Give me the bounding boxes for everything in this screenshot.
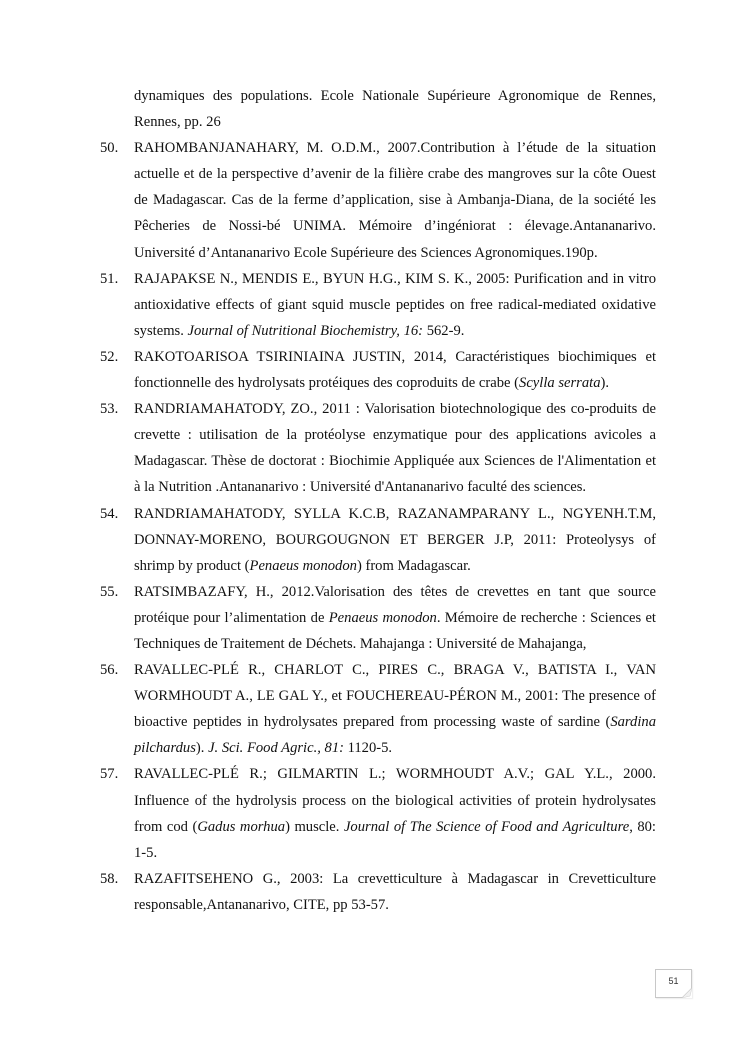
reference-segment: ).: [195, 740, 209, 757]
reference-entry: [100, 657, 656, 761]
reference-entry: [100, 501, 656, 579]
reference-number: 50.: [100, 140, 119, 157]
reference-segment: RANDRIAMAHATODY, SYLLA K.C.B, RAZANAMPARANY L., NGYENH.T.M, DONNAY-MORENO, BOURGOUGNON ET BERGER J.P, 2011: Proteolysys of shrimp by product (: [134, 505, 656, 574]
reference-entry: [100, 83, 656, 135]
reference-entry: [100, 761, 656, 865]
reference-list: [100, 83, 656, 918]
reference-number: 58.: [100, 870, 119, 887]
reference-number: 56.: [100, 662, 119, 679]
reference-number: 55.: [100, 583, 119, 600]
reference-segment: RAVALLEC-PLÉ R., CHARLOT C., PIRES C., BRAGA V., BATISTA I., VAN WORMHOUDT A., LE GAL Y., et FOUCHEREAU-PÉRON M., 2001: The presence of bioactive peptides in hydrolysates prepared from processing waste of sardine (: [134, 662, 656, 731]
reference-segment: dynamiques des populations. Ecole Nationale Supérieure Agronomique de Rennes, Rennes, pp. 26: [134, 88, 656, 131]
reference-segment: . Mémoire de recherche : Sciences et Techniques de Traitement de Déchets. Mahajanga : Université de Mahajanga,: [134, 609, 656, 652]
reference-segment: 1120-5.: [343, 740, 393, 757]
reference-entry: [100, 579, 656, 657]
reference-number: 51.: [100, 270, 119, 287]
reference-segment: RANDRIAMAHATODY, ZO., 2011 : Valorisation biotechnologique des co-produits de crevette : utilisation de la protéolyse enzymatique pour des applications avicoles a Madagascar. Thèse de doctorat : Biochimie Appliquée aux Sciences de l'Alimentation et à la Nutrition .Antananarivo : Université d'Antananarivo faculté des sciences.: [134, 401, 656, 496]
reference-italic-segment: Penaeus monodon: [249, 557, 357, 574]
reference-italic-segment: Journal of Nutritional Biochemistry, 16:: [187, 322, 424, 339]
reference-segment: RAKOTOARISOA TSIRINIAINA JUSTIN, 2014, Caractéristiques biochimiques et fonctionnelle des hydrolysats protéiques des coproduits de crabe (: [134, 348, 656, 392]
reference-text: [134, 88, 656, 130]
reference-text: [134, 401, 656, 495]
reference-segment: RATSIMBAZAFY, H., 2012.Valorisation des têtes de crevettes en tant que source protéique pour l’alimentation de: [134, 583, 656, 626]
reference-number: 57.: [100, 766, 119, 783]
reference-entry: [100, 344, 656, 396]
reference-text: [134, 271, 656, 339]
page-number-box: [655, 969, 692, 998]
reference-text: [134, 349, 656, 391]
reference-segment: RAHOMBANJANAHARY, M. O.D.M., 2007.Contribution à l’étude de la situation actuelle et de la perspective d’avenir de la filière crabe des mangroves sur la côte Ouest de Madagascar. Cas de la ferme d’application, sise à Ambanja-Diana, de la société les Pêcheries de Nossi-bé UNIMA. Mémoire d’ingéniorat : élevage.Antananarivo. Université d’Antananarivo Ecole Supérieure des Sciences Agronomiques.190p.: [134, 140, 656, 261]
reference-segment: ) muscle.: [285, 818, 344, 835]
reference-number: 52.: [100, 348, 119, 365]
reference-italic-segment: Penaeus monodon: [328, 609, 437, 626]
page-number: 51: [668, 976, 679, 986]
reference-text: [134, 140, 656, 260]
reference-italic-segment: Journal of The Science of Food and Agriculture: [343, 818, 630, 835]
reference-segment: 562-9.: [423, 322, 465, 339]
reference-text: [134, 506, 656, 574]
reference-text: [134, 766, 656, 860]
reference-entry: [100, 266, 656, 344]
reference-number: 53.: [100, 401, 119, 418]
reference-text: [134, 662, 656, 756]
reference-italic-segment: Scylla serrata: [519, 375, 601, 392]
reference-entry: [100, 135, 656, 265]
reference-italic-segment: J. Sci. Food Agric., 81:: [208, 740, 344, 757]
reference-segment: RAJAPAKSE N., MENDIS E., BYUN H.G., KIM S. K., 2005: Purification and in vitro antioxidative effects of giant squid muscle peptides on free radical-mediated oxidative systems.: [134, 270, 656, 339]
reference-entry: [100, 866, 656, 918]
reference-segment: , 80: 1-5.: [134, 818, 656, 861]
reference-italic-segment: Gadus morhua: [197, 818, 286, 835]
reference-segment: ).: [600, 375, 610, 392]
reference-segment: RAVALLEC-PLÉ R.; GILMARTIN L.; WORMHOUDT A.V.; GAL Y.L., 2000. Influence of the hydrolysis process on the biological activities of protein hydrolysates from cod (: [134, 766, 656, 835]
page-curl-icon: [682, 988, 692, 998]
reference-text: [134, 584, 656, 652]
reference-segment: ) from Madagascar.: [356, 557, 471, 574]
reference-entry: [100, 396, 656, 500]
reference-segment: RAZAFITSEHENO G., 2003: La crevetticulture à Madagascar in Crevetticulture responsable,Antananarivo, CITE, pp 53-57.: [134, 870, 656, 913]
reference-text: [134, 871, 656, 913]
reference-number: 54.: [100, 505, 119, 522]
reference-italic-segment: Sardina pilchardus: [134, 714, 656, 757]
